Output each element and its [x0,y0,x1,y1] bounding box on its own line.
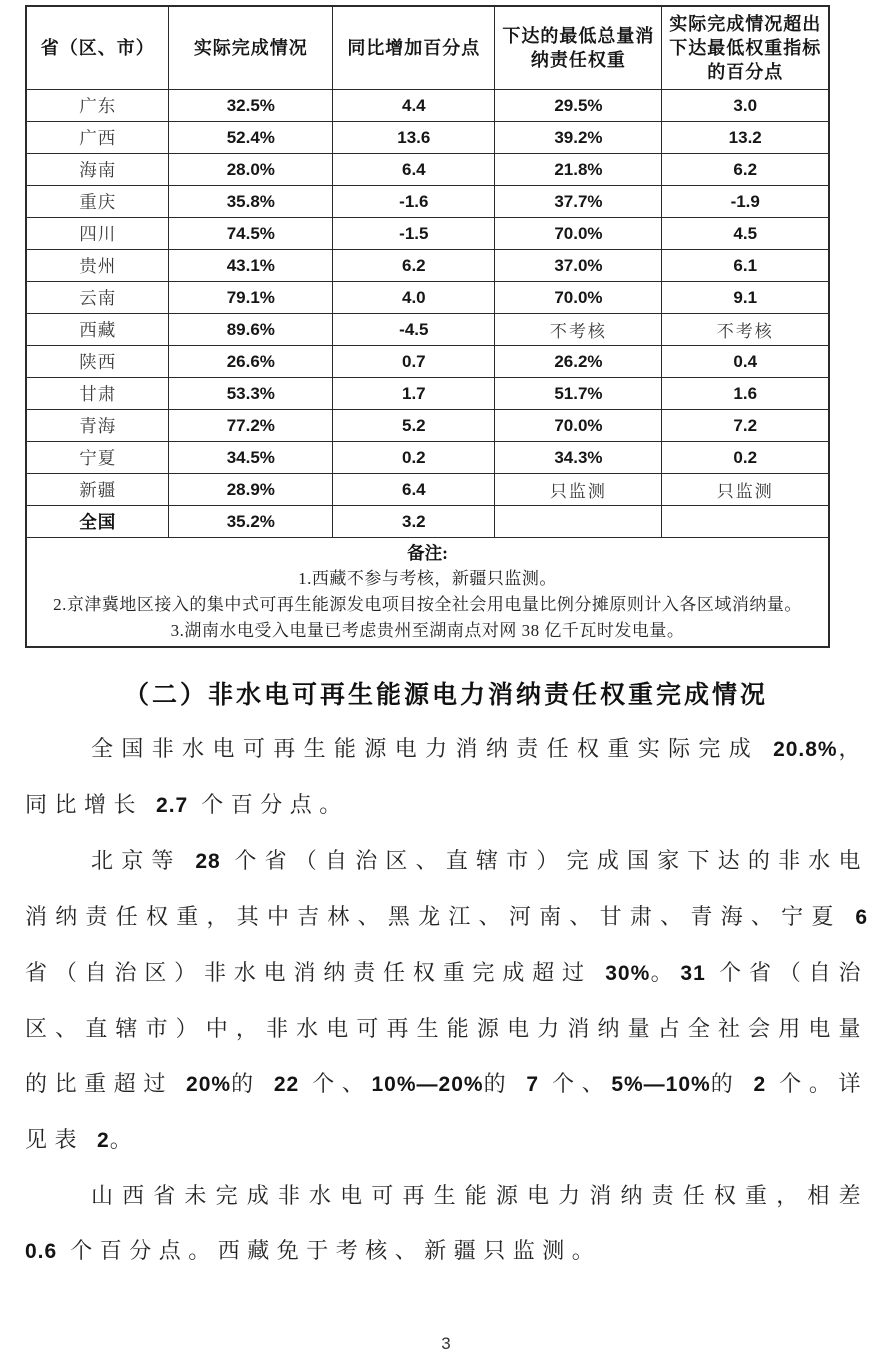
province-cell: 云南 [26,282,169,314]
value-cell: 34.5% [169,442,333,474]
header-minimum-weight: 下达的最低总量消纳责任权重 [495,6,662,90]
table-notes-section [26,538,829,648]
value-cell: 0.4 [662,346,829,378]
table-row [26,186,829,218]
province-cell: 重庆 [26,186,169,218]
text-run: 个。详见表 [25,1071,868,1152]
value-cell: -1.5 [333,218,495,250]
bold-number: 20.8% [773,738,838,761]
value-cell: 28.0% [169,154,333,186]
text-run: 北京等 [91,848,196,873]
table-row [26,122,829,154]
text-run: 全国非水电可再生能源电力消纳责任权重实际完成 [91,736,774,761]
table-row [26,282,829,314]
value-cell: 6.4 [333,474,495,506]
value-cell: 70.0% [495,410,662,442]
value-cell: 不考核 [495,314,662,346]
bold-number: 28 [195,850,221,873]
body-paragraph [25,1168,868,1279]
header-exceed-points: 实际完成情况超出下达最低权重指标的百分点 [662,6,829,90]
value-cell: 6.2 [333,250,495,282]
value-cell: 70.0% [495,282,662,314]
province-cell: 广西 [26,122,169,154]
province-cell: 贵州 [26,250,169,282]
notes-label: 备注: [407,543,448,563]
table-row [26,378,829,410]
value-cell: 74.5% [169,218,333,250]
note-item: 3.湖南水电受入电量已考虑贵州至湖南点对网 38 亿千瓦时发电量。 [170,621,685,640]
table-row [26,442,829,474]
value-cell: 21.8% [495,154,662,186]
value-cell: 5.2 [333,410,495,442]
value-cell [495,506,662,538]
header-province: 省（区、市） [26,6,169,90]
value-cell: 43.1% [169,250,333,282]
notes-cell [26,538,829,648]
value-cell: 4.0 [333,282,495,314]
consumption-weight-table [25,5,830,648]
value-cell: 26.6% [169,346,333,378]
text-run: 的 [483,1071,527,1096]
bold-number: 20% [186,1073,232,1096]
value-cell: 34.3% [495,442,662,474]
table-row [26,218,829,250]
value-cell: 89.6% [169,314,333,346]
bold-number: 2.7 [156,794,189,817]
table-row [26,410,829,442]
value-cell: 13.2 [662,122,829,154]
value-cell: 6.2 [662,154,829,186]
header-actual-completion: 实际完成情况 [169,6,333,90]
value-cell: 0.7 [333,346,495,378]
bold-number: 2 [753,1073,767,1096]
table-row [26,250,829,282]
notes-list [31,566,824,644]
province-cell: 陕西 [26,346,169,378]
value-cell: 7.2 [662,410,829,442]
value-cell: 51.7% [495,378,662,410]
paragraphs [0,711,892,1279]
value-cell: 29.5% [495,90,662,122]
header-yoy-increase: 同比增加百分点 [333,6,495,90]
body-paragraph [25,721,868,833]
text-run: 山西省未完成非水电可再生能源电力消纳责任权重，相差 [91,1183,868,1208]
text-run: 个省（自治区、直辖市）完成国家下达的非水电消纳责任权重，其中吉林、黑龙江、河南、甘肃、青海、宁夏 [25,848,868,929]
province-cell: 青海 [26,410,169,442]
value-cell: -1.9 [662,186,829,218]
text-run: 的 [710,1071,754,1096]
value-cell: 37.0% [495,250,662,282]
province-cell: 宁夏 [26,442,169,474]
value-cell: 13.6 [333,122,495,154]
value-cell: 不考核 [662,314,829,346]
value-cell: 4.5 [662,218,829,250]
text-run: 个、 [539,1071,612,1096]
province-cell: 甘肃 [26,378,169,410]
province-cell: 西藏 [26,314,169,346]
value-cell: 1.6 [662,378,829,410]
value-cell: 0.2 [662,442,829,474]
value-cell: 1.7 [333,378,495,410]
province-cell: 全国 [26,506,169,538]
province-cell: 新疆 [26,474,169,506]
text-run: ，同比增长 [25,736,868,817]
bold-number: 0.6 [25,1240,58,1263]
value-cell: 4.4 [333,90,495,122]
bold-number: 30% [605,962,651,985]
table-row [26,90,829,122]
table-row [26,154,829,186]
value-cell: 70.0% [495,218,662,250]
value-cell: 28.9% [169,474,333,506]
table-row [26,314,829,346]
bold-number: 7 [526,1073,540,1096]
province-cell: 海南 [26,154,169,186]
text-run: 个、 [299,1071,372,1096]
text-run: 省（自治区）非水电消纳责任权重完成超过 [25,960,606,985]
value-cell: 39.2% [495,122,662,154]
value-cell: 只监测 [662,474,829,506]
table-row [26,346,829,378]
value-cell: 只监测 [495,474,662,506]
table-row [26,506,829,538]
value-cell: 52.4% [169,122,333,154]
text-run: 的 [231,1071,274,1096]
value-cell: 6.4 [333,154,495,186]
bold-number: 10%—20% [371,1073,484,1096]
province-cell: 四川 [26,218,169,250]
value-cell [662,506,829,538]
value-cell: 77.2% [169,410,333,442]
value-cell: 79.1% [169,282,333,314]
value-cell: -1.6 [333,186,495,218]
table-header-row [26,6,829,90]
value-cell: 6.1 [662,250,829,282]
value-cell: 26.2% [495,346,662,378]
value-cell: 3.0 [662,90,829,122]
province-cell: 广东 [26,90,169,122]
bold-number: 22 [273,1073,300,1096]
value-cell: 9.1 [662,282,829,314]
table-body [26,90,829,538]
value-cell: -4.5 [333,314,495,346]
value-cell: 35.8% [169,186,333,218]
text-run: 。 [109,1127,140,1152]
text-run: 个省（自治区、直辖市）中，非水电可再生能源电力消纳量占全社会用电量的比重超过 [25,960,868,1096]
value-cell: 0.2 [333,442,495,474]
value-cell: 3.2 [333,506,495,538]
text-run: 个百分点。 [188,792,349,817]
text-run: 个百分点。西藏免于考核、新疆只监测。 [57,1238,602,1263]
bold-number: 6 [855,906,868,929]
note-item: 2.京津冀地区接入的集中式可再生能源发电项目按全社会用电量比例分摊原则计入各区域消纳量。 [53,595,802,614]
section-heading: （二）非水电可再生能源电力消纳责任权重完成情况 [123,681,768,709]
value-cell: 37.7% [495,186,662,218]
bold-number: 31 [680,962,706,985]
bold-number: 5%—10% [611,1073,711,1096]
value-cell: 35.2% [169,506,333,538]
body-paragraph [25,833,868,1168]
value-cell: 32.5% [169,90,333,122]
value-cell: 53.3% [169,378,333,410]
text-run: 。 [650,960,681,985]
note-item: 1.西藏不参与考核，新疆只监测。 [298,569,557,588]
bold-number: 2 [97,1129,110,1152]
page-number: 3 [441,1334,451,1353]
table-row [26,474,829,506]
